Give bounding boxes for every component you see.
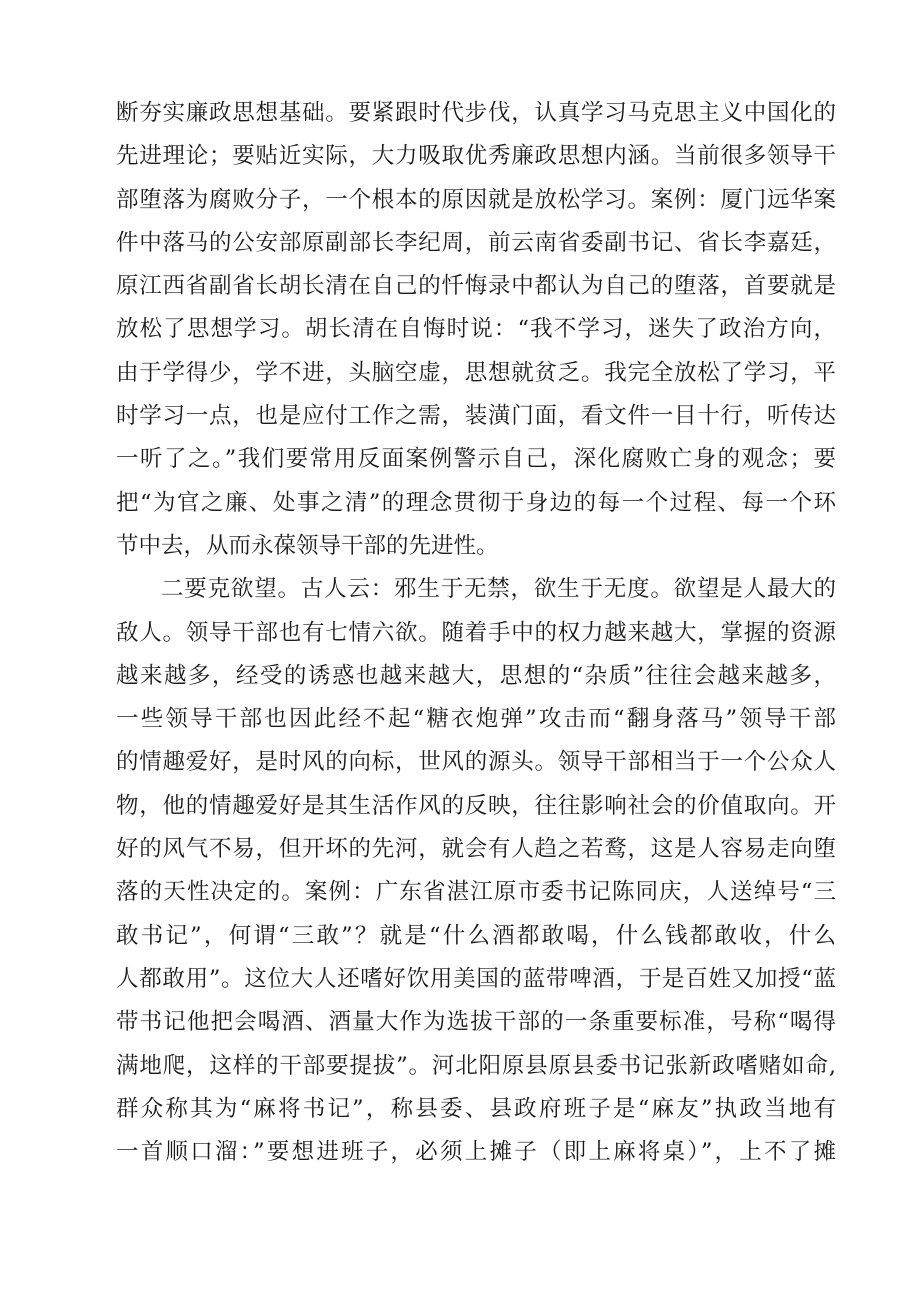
paragraph-2 bbox=[116, 568, 836, 1174]
text-line: 放松了思想学习。胡长清在自悔时说：“我不学习，迷失了政治方向， bbox=[116, 316, 836, 343]
text-line: 越来越多，经受的诱惑也越来越大，思想的“杂质”往往会越来越多， bbox=[116, 662, 836, 689]
text-line: 落的天性决定的。案例：广东省湛江原市委书记陈同庆，人送绰号“三 bbox=[116, 879, 836, 906]
text-line: 由于学得少，学不进，头脑空虚，思想就贫乏。我完全放松了学习，平 bbox=[116, 359, 836, 386]
text-line: 件中落马的公安部原副部长李纪周，前云南省委副书记、省长李嘉廷， bbox=[116, 229, 836, 256]
text-line: 好的风气不易，但开坏的先河，就会有人趋之若鹜，这是人容易走向堕 bbox=[116, 836, 836, 863]
text-line: 一听了之。”我们要常用反面案例警示自己，深化腐败亡身的观念；要 bbox=[116, 446, 836, 473]
text-line: 带书记他把会喝酒、酒量大作为选拔干部的一条重要标准，号称“喝得 bbox=[116, 1009, 836, 1036]
text-line: 部堕落为腐败分子，一个根本的原因就是放松学习。案例：厦门远华案 bbox=[116, 186, 836, 213]
text-line: 满地爬，这样的干部要提拔”。河北阳原县原县委书记张新政嗜赌如命, bbox=[116, 1052, 836, 1079]
text-line: 二要克欲望。古人云：邪生于无禁，欲生于无度。欲望是人最大的 bbox=[161, 576, 836, 603]
body-text bbox=[116, 92, 836, 1174]
text-line: 时学习一点，也是应付工作之需，装潢门面，看文件一目十行，听传达 bbox=[116, 403, 836, 430]
text-line: 把“为官之廉、处事之清”的理念贯彻于身边的每一个过程、每一个环 bbox=[116, 489, 836, 516]
text-line: 敢书记”，何谓“三敢”？就是“什么酒都敢喝，什么钱都敢收，什么 bbox=[116, 922, 836, 949]
text-line: 原江西省副省长胡长清在自己的忏悔录中都认为自己的堕落，首要就是 bbox=[116, 273, 836, 300]
paragraph-1 bbox=[116, 92, 836, 568]
text-line: 物，他的情趣爱好是其生活作风的反映，往往影响社会的价值取向。开 bbox=[116, 792, 836, 819]
text-line: 人都敢用”。这位大人还嗜好饮用美国的蓝带啤酒，于是百姓又加授“蓝 bbox=[116, 965, 836, 992]
text-line: 群众称其为“麻将书记”，称县委、县政府班子是“麻友”执政当地有 bbox=[116, 1095, 836, 1122]
text-line: 一些领导干部也因此经不起“糖衣炮弹”攻击而“翻身落马”领导干部 bbox=[116, 706, 836, 733]
text-line: 一首顺口溜：”要想进班子，必须上摊子（即上麻将桌）”，上不了摊 bbox=[116, 1139, 836, 1166]
text-line: 节中去，从而永葆领导干部的先进性。 bbox=[116, 532, 499, 559]
text-line: 断夯实廉政思想基础。要紧跟时代步伐，认真学习马克思主义中国化的 bbox=[116, 100, 836, 126]
text-line: 先进理论；要贴近实际，大力吸取优秀廉政思想内涵。当前很多领导干 bbox=[116, 143, 836, 170]
text-line: 敌人。领导干部也有七情六欲。随着手中的权力越来越大，掌握的资源 bbox=[116, 619, 836, 646]
text-line: 的情趣爱好，是时风的向标，世风的源头。领导干部相当于一个公众人 bbox=[116, 749, 836, 776]
